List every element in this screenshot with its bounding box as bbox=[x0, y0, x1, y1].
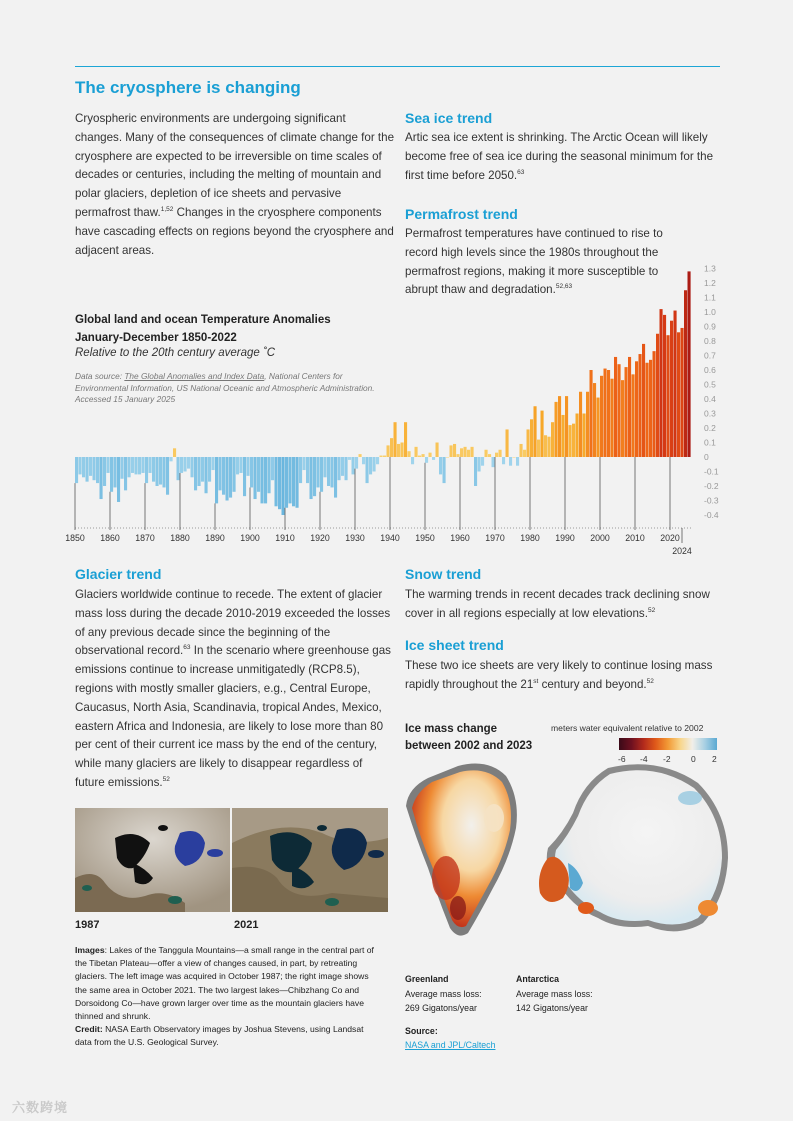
bar-1979 bbox=[527, 429, 530, 457]
bar-1865 bbox=[128, 457, 131, 477]
bar-2010 bbox=[635, 361, 638, 457]
bar-1915 bbox=[303, 457, 306, 470]
bar-2008 bbox=[628, 357, 631, 457]
bar-1978 bbox=[523, 450, 526, 457]
bar-1889 bbox=[212, 457, 215, 470]
bar-1891 bbox=[219, 457, 222, 490]
bar-1883 bbox=[191, 457, 194, 477]
bar-1854 bbox=[89, 457, 92, 476]
ice-map-source: Source: NASA and JPL/Caltech bbox=[405, 1026, 496, 1050]
x-tick-label: 2000 bbox=[590, 533, 610, 543]
bar-1924 bbox=[334, 457, 337, 498]
bar-1877 bbox=[170, 457, 173, 461]
bar-1925 bbox=[338, 457, 341, 480]
bar-1984 bbox=[544, 435, 547, 457]
bar-1962 bbox=[467, 450, 470, 457]
bar-1994 bbox=[579, 392, 582, 457]
y-tick-label: 0.2 bbox=[704, 423, 716, 433]
bar-2003 bbox=[611, 379, 614, 457]
x-tick-label: 1960 bbox=[450, 533, 470, 543]
bar-1993 bbox=[576, 414, 579, 458]
bar-1939 bbox=[387, 445, 390, 457]
bar-2015 bbox=[653, 351, 656, 457]
ice-map-source-link[interactable]: NASA and JPL/Caltech bbox=[405, 1039, 496, 1050]
watermark: 六数跨境 bbox=[12, 1100, 69, 1115]
bar-1966 bbox=[481, 457, 484, 466]
bar-1959 bbox=[457, 454, 460, 457]
bar-1961 bbox=[464, 447, 467, 457]
bar-1866 bbox=[131, 457, 134, 473]
bar-2021 bbox=[674, 311, 677, 457]
chart-bars bbox=[75, 271, 691, 515]
bar-1855 bbox=[93, 457, 96, 480]
chart-source-link[interactable]: The Global Anomalies and Index Data bbox=[124, 371, 265, 381]
y-tick-label: -0.4 bbox=[704, 510, 719, 520]
bar-1948 bbox=[418, 456, 421, 457]
bar-1861 bbox=[114, 457, 117, 487]
bar-1873 bbox=[156, 457, 159, 486]
bar-1986 bbox=[551, 422, 554, 457]
ice-map-unit: meters water equivalent relative to 2002 bbox=[551, 723, 704, 733]
x-tick-label: 1880 bbox=[170, 533, 190, 543]
bar-1931 bbox=[359, 454, 362, 457]
bar-1902 bbox=[257, 457, 260, 492]
bar-2004 bbox=[614, 357, 617, 457]
x-tick-label: 1860 bbox=[100, 533, 120, 543]
x-tick-label: 1940 bbox=[380, 533, 400, 543]
glacier-paragraph: Glaciers worldwide continue to recede. The extent of glacier mass loss during the decade 2010-2019 exceeded the losses of any previous decade since the beginning of the observational record.$^{63}$ In the scenario where greenhouse gas emissions continue to increase unmitigatedly (RCP8.5), regions with mostly smaller glaciers, e.g., Central Europe, Caucasus, North Asia, Scandinavia, tropical Andes, Mexico, eastern Africa and Indonesia, are likely to lose more than 80 per cent of their current ice mass by the end of the century, while many glaciers are likely to disappear regardless of future emissions.$^{52}$ bbox=[75, 588, 391, 789]
y-tick-label: -0.2 bbox=[704, 481, 719, 491]
bar-1967 bbox=[485, 450, 488, 457]
bar-1890 bbox=[215, 457, 218, 503]
bar-1896 bbox=[236, 457, 239, 474]
x-tick-end-label: 2024 bbox=[672, 546, 692, 556]
bar-1999 bbox=[597, 398, 600, 457]
bar-1927 bbox=[345, 457, 348, 480]
bar-1850 bbox=[75, 457, 78, 483]
bar-1995 bbox=[583, 414, 586, 458]
bar-1928 bbox=[348, 457, 351, 460]
bar-1940 bbox=[390, 438, 393, 457]
bar-1920 bbox=[320, 457, 323, 492]
y-tick-label: 1.3 bbox=[704, 263, 716, 274]
bar-1998 bbox=[593, 383, 596, 457]
bar-1926 bbox=[341, 457, 344, 476]
scale-tick: -4 bbox=[640, 754, 648, 764]
chart-y-axis bbox=[704, 264, 719, 521]
bar-1878 bbox=[173, 448, 176, 457]
y-tick-label: 0.7 bbox=[704, 350, 716, 361]
ice-color-scale bbox=[619, 738, 717, 750]
ice-sheet-heading: Ice sheet trend bbox=[405, 637, 504, 653]
bar-2019 bbox=[667, 335, 670, 457]
bar-1975 bbox=[513, 457, 516, 458]
bar-1857 bbox=[100, 457, 103, 499]
bar-2018 bbox=[663, 315, 666, 457]
bar-1901 bbox=[254, 457, 257, 499]
bar-1933 bbox=[366, 457, 369, 483]
bar-1894 bbox=[229, 457, 232, 498]
greenland-stats: Greenland Average mass loss: 269 Gigatons/year bbox=[405, 974, 482, 1013]
bar-1872 bbox=[152, 457, 155, 482]
bar-1972 bbox=[502, 457, 505, 464]
x-tick-label: 2010 bbox=[625, 533, 645, 543]
bar-2005 bbox=[618, 364, 621, 457]
bar-1976 bbox=[516, 457, 519, 466]
bar-1898 bbox=[243, 457, 246, 496]
y-tick-label: -0.1 bbox=[704, 466, 719, 477]
bar-1983 bbox=[541, 411, 544, 457]
bar-1895 bbox=[233, 457, 236, 492]
snow-paragraph: The warming trends in recent decades track declining snow cover in all regions especially at low elevations.$^{52}$ bbox=[405, 588, 710, 620]
bar-1935 bbox=[373, 457, 376, 472]
bar-1980 bbox=[530, 419, 533, 457]
bar-1987 bbox=[555, 402, 558, 457]
permafrost-paragraph: Permafrost temperatures have continued to rise to record high levels since the 1980s throughout the permafrost regions, making it more susceptible to abrupt thaw and degradation.$^{52,63}$ bbox=[405, 227, 663, 297]
bar-1874 bbox=[159, 457, 162, 485]
greenland-shape bbox=[406, 764, 517, 936]
x-tick-label: 1900 bbox=[240, 533, 260, 543]
y-tick-label: 0.1 bbox=[704, 437, 716, 448]
page-title: The cryosphere is changing bbox=[75, 78, 301, 97]
bar-1860 bbox=[110, 457, 113, 492]
bar-1991 bbox=[569, 425, 572, 457]
scale-tick: 2 bbox=[712, 754, 717, 764]
bar-1886 bbox=[201, 457, 204, 482]
bar-1942 bbox=[397, 444, 400, 457]
photo-caption: Images: Lakes of the Tanggula Mountains—a small range in the central part of the Tibetan Plateau—offer a view of changes caused, in part, by retreating glaciers. The left image was acquired in October 1987; the right image shows the same area in October 2021. The two largest lakes—Chibzhang Co and Dorsoidong Co—have grown larger over time as the mountain glaciers have thinned and shrunk. Credit: NASA Earth Observatory images by Joshua Stevens, using Landsat data from the U.S. Geological Survey. bbox=[75, 945, 374, 1048]
bar-1951 bbox=[429, 453, 432, 457]
bar-1946 bbox=[411, 457, 414, 464]
bar-1990 bbox=[565, 396, 568, 457]
bar-2002 bbox=[607, 370, 610, 457]
bar-1888 bbox=[208, 457, 211, 482]
bar-1977 bbox=[520, 444, 523, 457]
photo-label-2021: 2021 bbox=[234, 919, 259, 931]
bar-2022 bbox=[677, 332, 680, 457]
bar-1943 bbox=[401, 443, 404, 458]
bar-1922 bbox=[327, 457, 330, 486]
bar-1957 bbox=[450, 445, 453, 457]
x-tick-label: 1870 bbox=[135, 533, 155, 543]
bar-1963 bbox=[471, 447, 474, 457]
bar-2013 bbox=[646, 363, 649, 457]
sea-ice-paragraph: Artic sea ice extent is shrinking. The Arctic Ocean will likely become free of sea ice during the seasonal minimum for the first time before 2050.63 bbox=[405, 131, 714, 182]
bar-1885 bbox=[198, 457, 201, 486]
bar-1868 bbox=[138, 457, 141, 474]
bar-1937 bbox=[380, 456, 383, 457]
bar-1947 bbox=[415, 447, 418, 457]
bar-2023 bbox=[681, 328, 684, 457]
bar-1879 bbox=[177, 457, 180, 480]
bar-1899 bbox=[247, 457, 250, 476]
bar-1852 bbox=[82, 457, 85, 477]
bar-1864 bbox=[124, 457, 127, 490]
y-tick-label: 0.4 bbox=[704, 394, 716, 404]
bar-1908 bbox=[278, 457, 281, 509]
bar-1989 bbox=[562, 415, 565, 457]
antarctica-shape bbox=[539, 764, 728, 931]
bar-1856 bbox=[96, 457, 99, 483]
bar-1893 bbox=[226, 457, 229, 501]
bar-1936 bbox=[376, 457, 379, 464]
bar-1952 bbox=[432, 457, 435, 460]
bar-1965 bbox=[478, 457, 481, 472]
permafrost-heading: Permafrost trend bbox=[405, 206, 518, 222]
temperature-anomaly-chart bbox=[0, 260, 793, 560]
bar-1892 bbox=[222, 457, 225, 495]
bar-1974 bbox=[509, 457, 512, 466]
chart-source: Data source: The Global Anomalies and Index Data, National Centers for Environmental Information, US National Oceanic and Atmospheric Administration. Accessed 15 January 2025 bbox=[75, 371, 375, 404]
bar-1882 bbox=[187, 457, 190, 469]
bar-1960 bbox=[460, 448, 463, 457]
bar-1954 bbox=[439, 457, 442, 474]
bar-1897 bbox=[240, 457, 243, 473]
bar-1950 bbox=[425, 457, 428, 463]
lakes-photo-1987 bbox=[75, 808, 230, 912]
bar-1919 bbox=[317, 457, 320, 487]
bar-1985 bbox=[548, 437, 551, 457]
bar-1869 bbox=[142, 457, 145, 473]
antarctica-stats: Antarctica Average mass loss: 142 Gigatons/year bbox=[516, 974, 593, 1013]
ice-sheet-paragraph: These two ice sheets are very likely to continue losing mass rapidly throughout the 21st century and beyond.$^{52}$ bbox=[405, 659, 713, 691]
chart-title: Global land and ocean Temperature Anomalies January-December 1850-2022 bbox=[75, 314, 331, 344]
bar-1867 bbox=[135, 457, 138, 474]
y-tick-label: 0.8 bbox=[704, 336, 716, 346]
y-tick-label: 0.9 bbox=[704, 321, 716, 332]
bar-1858 bbox=[103, 457, 106, 486]
bar-2025 bbox=[688, 271, 691, 457]
bar-2016 bbox=[656, 334, 659, 457]
bar-1907 bbox=[275, 457, 278, 506]
bar-2014 bbox=[649, 360, 652, 457]
bar-1941 bbox=[394, 422, 397, 457]
bar-1887 bbox=[205, 457, 208, 493]
bar-1981 bbox=[534, 406, 537, 457]
x-tick-label: 1890 bbox=[205, 533, 225, 543]
bar-1884 bbox=[194, 457, 197, 490]
bar-2009 bbox=[632, 374, 635, 457]
bar-1917 bbox=[310, 457, 313, 499]
x-tick-label: 1910 bbox=[275, 533, 295, 543]
bar-1914 bbox=[299, 457, 302, 483]
bar-2017 bbox=[660, 309, 663, 457]
bar-1932 bbox=[362, 457, 365, 464]
scale-tick: -6 bbox=[618, 754, 626, 764]
x-tick-label: 1930 bbox=[345, 533, 365, 543]
bar-1944 bbox=[404, 422, 407, 457]
ice-mass-map bbox=[398, 758, 736, 968]
bar-1910 bbox=[285, 457, 288, 508]
photo-label-1987: 1987 bbox=[75, 919, 100, 931]
bar-1905 bbox=[268, 457, 271, 493]
x-tick-label: 2020 bbox=[660, 533, 680, 543]
bar-2012 bbox=[642, 344, 645, 457]
bar-1930 bbox=[355, 457, 358, 469]
y-tick-label: -0.3 bbox=[704, 495, 719, 506]
bar-1971 bbox=[499, 450, 502, 457]
y-tick-label: 1.0 bbox=[704, 307, 716, 317]
bar-2001 bbox=[604, 369, 607, 457]
bar-1859 bbox=[107, 457, 110, 473]
bar-1982 bbox=[537, 440, 540, 457]
bar-1881 bbox=[184, 457, 187, 472]
bar-1968 bbox=[488, 454, 491, 457]
bar-2011 bbox=[639, 354, 642, 457]
y-tick-label: 0.5 bbox=[704, 379, 716, 390]
top-rule bbox=[75, 66, 720, 67]
bar-2020 bbox=[670, 321, 673, 457]
x-tick-label: 1980 bbox=[520, 533, 540, 543]
bar-1973 bbox=[506, 429, 509, 457]
sea-ice-heading: Sea ice trend bbox=[405, 110, 493, 126]
x-tick-label: 1990 bbox=[555, 533, 575, 543]
bar-1945 bbox=[408, 451, 411, 457]
lakes-photo-2021 bbox=[232, 808, 388, 912]
bar-1911 bbox=[289, 457, 292, 503]
x-tick-label: 1950 bbox=[415, 533, 435, 543]
bar-1970 bbox=[495, 453, 498, 457]
bar-1862 bbox=[117, 457, 120, 502]
bar-1997 bbox=[590, 370, 593, 457]
glacier-heading: Glacier trend bbox=[75, 566, 162, 582]
bar-1955 bbox=[443, 457, 446, 483]
bar-1903 bbox=[261, 457, 264, 503]
y-tick-label: 0 bbox=[704, 452, 709, 462]
bar-1918 bbox=[313, 457, 316, 496]
bar-1956 bbox=[446, 457, 449, 458]
snow-heading: Snow trend bbox=[405, 566, 482, 582]
bar-1880 bbox=[180, 457, 183, 473]
bar-1909 bbox=[282, 457, 285, 515]
bar-1851 bbox=[79, 457, 82, 474]
bar-1934 bbox=[369, 457, 372, 474]
y-tick-label: 0.3 bbox=[704, 408, 716, 419]
bar-1904 bbox=[264, 457, 267, 503]
bar-1938 bbox=[383, 456, 386, 457]
bar-1949 bbox=[422, 454, 425, 457]
bar-1875 bbox=[163, 457, 166, 487]
bar-1916 bbox=[306, 457, 309, 483]
bar-1996 bbox=[586, 392, 589, 457]
bar-1906 bbox=[271, 457, 274, 480]
bar-1988 bbox=[558, 396, 561, 457]
bar-1953 bbox=[436, 443, 439, 458]
bar-1964 bbox=[474, 457, 477, 486]
bar-1929 bbox=[352, 457, 355, 474]
bar-1870 bbox=[145, 457, 148, 483]
x-tick-label: 1920 bbox=[310, 533, 330, 543]
bar-2000 bbox=[600, 376, 603, 457]
bar-2006 bbox=[621, 380, 624, 457]
scale-tick: -2 bbox=[663, 754, 671, 764]
bar-1871 bbox=[149, 457, 152, 473]
bar-1921 bbox=[324, 457, 327, 477]
bar-1853 bbox=[86, 457, 89, 482]
x-tick-label: 1970 bbox=[485, 533, 505, 543]
bar-2024 bbox=[684, 290, 687, 457]
bar-1912 bbox=[292, 457, 295, 506]
bar-1992 bbox=[572, 424, 575, 457]
y-tick-label: 1.1 bbox=[704, 292, 716, 303]
chart-subtitle: Relative to the 20th century average ˚C bbox=[75, 347, 276, 359]
bar-1958 bbox=[453, 444, 456, 457]
bar-2007 bbox=[625, 367, 628, 457]
bar-1876 bbox=[166, 457, 169, 495]
scale-tick: 0 bbox=[691, 754, 696, 764]
bar-1913 bbox=[296, 457, 299, 508]
x-tick-label: 1850 bbox=[65, 533, 85, 543]
bar-1969 bbox=[492, 457, 495, 467]
bar-1900 bbox=[250, 457, 253, 487]
y-tick-label: 1.2 bbox=[704, 278, 716, 288]
intro-paragraph: Cryospheric environments are undergoing significant changes. Many of the consequences of climate change for the cryosphere are expected to be irreversible on time scales of decades or centuries, including the melting of mountain and polar glaciers, depletion of ice sheets and pervasive permafrost thaw.$^{1,52}$ Changes in the cryosphere components have cascading effects on regions beyond the cryosphere and adjacent areas. bbox=[75, 112, 395, 257]
y-tick-label: 0.6 bbox=[704, 365, 716, 375]
ice-map-title: Ice mass change between 2002 and 2023 bbox=[405, 723, 533, 752]
bar-1863 bbox=[121, 457, 124, 479]
bar-1923 bbox=[331, 457, 334, 487]
